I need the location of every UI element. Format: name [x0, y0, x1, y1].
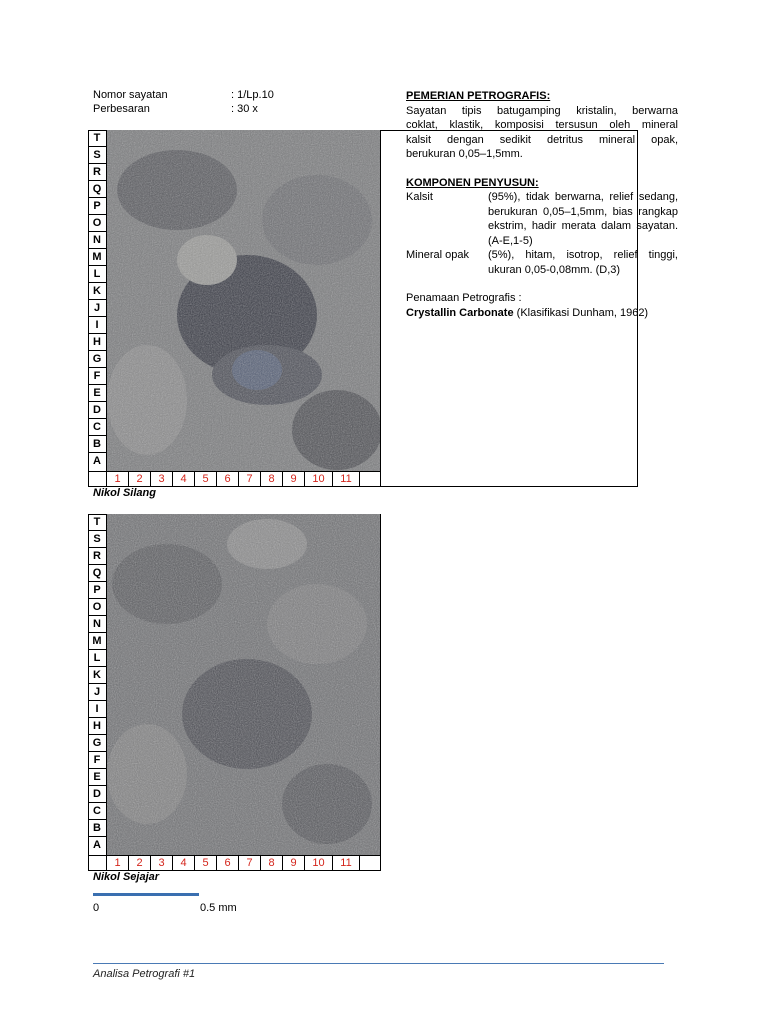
description-block [406, 89, 678, 320]
kalsit-value: (95%), tidak berwarna, relief sedang, berukuran 0,05–1,5mm, bias rangkap ekstrim, hadir merata dalam sayatan. (A-E,1-5) [488, 191, 678, 247]
column-label: 10 [305, 856, 333, 871]
row-label: G [88, 735, 106, 752]
scale-end: 0.5 mm [200, 902, 237, 914]
row-label: A [93, 839, 101, 851]
column-label-corner [88, 472, 107, 487]
column-label: 8 [261, 472, 283, 487]
column-label: 9 [283, 472, 305, 487]
opak-key: Mineral opak [406, 249, 469, 261]
micrograph-crossed-nicols [107, 130, 380, 471]
row-label: H [88, 718, 106, 735]
micrograph-parallel-nicols [107, 514, 380, 855]
top-caption: Nikol Silang [93, 487, 156, 499]
row-label: K [88, 283, 106, 300]
column-label: 1 [107, 856, 129, 871]
desc-line-4: berukuran 0,05–1,5mm. [406, 148, 523, 160]
row-label: C [88, 419, 106, 436]
opak-row [406, 248, 678, 277]
footer-rule [93, 963, 664, 964]
row-label: C [88, 803, 106, 820]
penamaan-label: Penamaan Petrografis : [406, 292, 522, 304]
row-label: N [88, 232, 106, 249]
row-label: S [88, 531, 106, 548]
column-label: 7 [239, 856, 261, 871]
row-label: T [88, 130, 106, 147]
row-label: M [88, 633, 106, 650]
perbesaran-label: Perbesaran [93, 103, 150, 115]
row-label: J [88, 300, 106, 317]
column-labels [88, 855, 380, 871]
column-labels [88, 471, 380, 487]
row-labels [88, 514, 107, 855]
row-label: H [88, 334, 106, 351]
column-label: 3 [151, 472, 173, 487]
desc-line-3: kalsit dengan sedikit detritus mineral opak, [406, 133, 678, 146]
row-label: J [88, 684, 106, 701]
row-label: F [88, 752, 106, 769]
row-label: A [93, 455, 101, 467]
desc-line-1: Sayatan tipis batugamping kristalin, berwarna [406, 104, 678, 117]
top-photo-grid [88, 130, 381, 487]
column-label: 7 [239, 472, 261, 487]
column-label: 10 [305, 472, 333, 487]
column-label: 5 [195, 472, 217, 487]
row-label: L [88, 650, 106, 667]
column-label: 9 [283, 856, 305, 871]
column-label: 11 [333, 856, 360, 871]
row-label: K [88, 667, 106, 684]
penamaan-name: Crystallin Carbonate [406, 306, 514, 319]
row-label: T [88, 514, 106, 531]
row-label: Q [88, 565, 106, 582]
row-label: P [88, 198, 106, 215]
column-label-corner [88, 856, 107, 871]
row-label: P [88, 582, 106, 599]
column-label: 3 [151, 856, 173, 871]
row-label: I [88, 317, 106, 334]
row-label: E [88, 769, 106, 786]
opak-value: (5%), hitam, isotrop, relief tinggi, ukuran 0,05-0,08mm. (D,3) [488, 249, 678, 276]
row-label: B [88, 820, 106, 837]
row-label: Q [88, 181, 106, 198]
row-label: B [88, 436, 106, 453]
column-label: 2 [129, 856, 151, 871]
row-label: D [88, 786, 106, 803]
row-label: O [88, 215, 106, 232]
row-label: M [88, 249, 106, 266]
row-label: F [88, 368, 106, 385]
scale-bar [93, 893, 199, 896]
row-label: R [88, 548, 106, 565]
column-label: 6 [217, 472, 239, 487]
row-label: S [88, 147, 106, 164]
row-label: G [88, 351, 106, 368]
row-label: I [88, 701, 106, 718]
row-label: E [88, 385, 106, 402]
komponen-heading: KOMPONEN PENYUSUN: [406, 176, 539, 189]
column-label: 6 [217, 856, 239, 871]
row-label: N [88, 616, 106, 633]
row-label: O [88, 599, 106, 616]
perbesaran-value: : 30 x [231, 103, 258, 115]
pemerian-heading: PEMERIAN PETROGRAFIS: [406, 90, 551, 102]
penamaan-ref: (Klasifikasi Dunham, 1962) [513, 306, 649, 319]
bottom-photo-grid [88, 514, 381, 871]
row-label: L [88, 266, 106, 283]
nomor-sayatan-value: : 1/Lp.10 [231, 89, 274, 101]
column-label: 11 [333, 472, 360, 487]
nomor-sayatan-label: Nomor sayatan [93, 89, 168, 101]
bottom-caption: Nikol Sejajar [93, 871, 160, 883]
column-label: 8 [261, 856, 283, 871]
kalsit-key: Kalsit [406, 191, 433, 203]
column-label: 5 [195, 856, 217, 871]
column-label: 1 [107, 472, 129, 487]
scale-zero: 0 [93, 902, 100, 914]
column-label: 2 [129, 472, 151, 487]
column-label: 4 [173, 856, 195, 871]
penamaan-line [406, 306, 678, 321]
row-label: D [88, 402, 106, 419]
row-label: R [88, 164, 106, 181]
column-label: 4 [173, 472, 195, 487]
row-labels [88, 130, 107, 471]
kalsit-row [406, 190, 678, 248]
desc-line-2: coklat, klastik, komposisi tersusun oleh mineral [406, 119, 678, 131]
footer-text: Analisa Petrografi #1 [93, 968, 196, 980]
